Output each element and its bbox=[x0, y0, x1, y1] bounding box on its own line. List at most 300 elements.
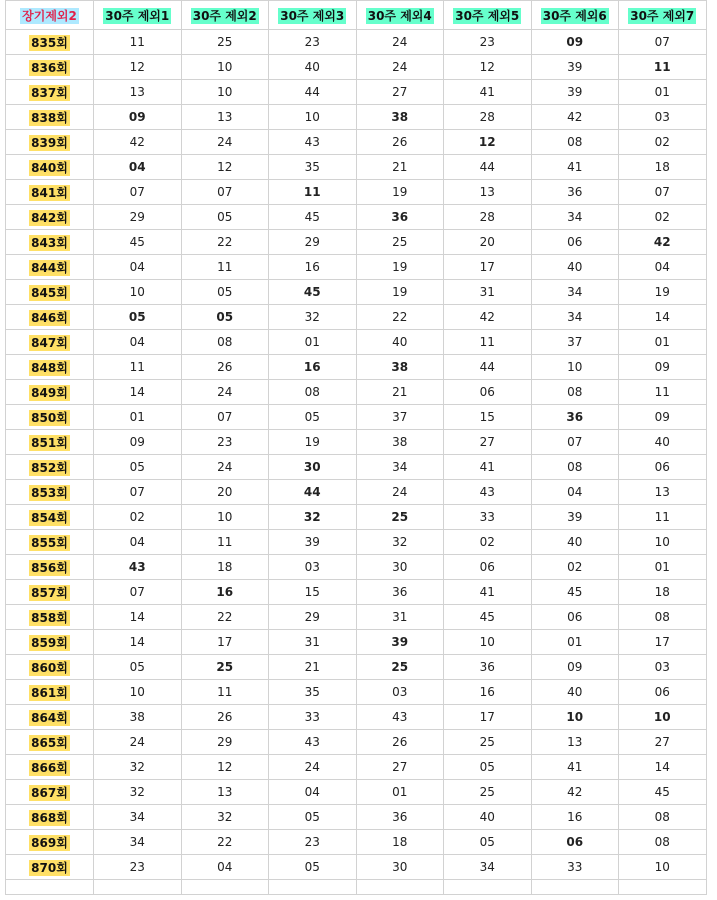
round-cell bbox=[6, 30, 94, 55]
round-cell bbox=[6, 180, 94, 205]
number-cell: 09 bbox=[531, 30, 619, 55]
number-cell: 07 bbox=[619, 30, 707, 55]
number-cell: 29 bbox=[269, 230, 357, 255]
number-cell: 10 bbox=[181, 505, 269, 530]
table-row bbox=[6, 755, 707, 780]
round-cell bbox=[6, 155, 94, 180]
number-cell: 11 bbox=[444, 330, 532, 355]
number-cell: 05 bbox=[181, 280, 269, 305]
number-cell: 01 bbox=[94, 405, 182, 430]
number-cell: 02 bbox=[94, 505, 182, 530]
header-cell bbox=[269, 1, 357, 30]
number-cell: 12 bbox=[444, 55, 532, 80]
round-cell bbox=[6, 680, 94, 705]
number-cell: 45 bbox=[531, 580, 619, 605]
number-cell: 34 bbox=[444, 855, 532, 880]
number-cell: 14 bbox=[94, 605, 182, 630]
number-cell: 23 bbox=[94, 855, 182, 880]
header-cell bbox=[531, 1, 619, 30]
round-cell bbox=[6, 230, 94, 255]
round-label: 835회 bbox=[31, 35, 68, 50]
number-cell: 24 bbox=[181, 380, 269, 405]
table-row bbox=[6, 30, 707, 55]
number-cell: 39 bbox=[531, 80, 619, 105]
round-cell bbox=[6, 430, 94, 455]
number-cell: 09 bbox=[619, 355, 707, 380]
number-cell: 38 bbox=[94, 705, 182, 730]
number-cell: 06 bbox=[531, 605, 619, 630]
number-cell: 25 bbox=[181, 30, 269, 55]
number-cell: 40 bbox=[356, 330, 444, 355]
round-cell bbox=[6, 280, 94, 305]
number-cell: 27 bbox=[444, 430, 532, 455]
number-cell: 37 bbox=[356, 405, 444, 430]
number-cell: 24 bbox=[181, 455, 269, 480]
number-cell: 43 bbox=[94, 555, 182, 580]
number-cell: 07 bbox=[94, 580, 182, 605]
number-cell: 07 bbox=[181, 180, 269, 205]
number-cell: 04 bbox=[94, 255, 182, 280]
round-cell bbox=[6, 605, 94, 630]
round-cell bbox=[6, 55, 94, 80]
number-cell: 32 bbox=[94, 780, 182, 805]
number-cell: 09 bbox=[94, 430, 182, 455]
table-row bbox=[6, 580, 707, 605]
number-cell: 10 bbox=[181, 80, 269, 105]
table-row bbox=[6, 730, 707, 755]
number-cell: 39 bbox=[531, 505, 619, 530]
number-cell: 10 bbox=[94, 680, 182, 705]
round-cell bbox=[6, 355, 94, 380]
number-cell: 16 bbox=[269, 355, 357, 380]
number-cell: 04 bbox=[269, 780, 357, 805]
round-label: 844회 bbox=[31, 260, 68, 275]
number-cell: 13 bbox=[94, 80, 182, 105]
table-row bbox=[6, 155, 707, 180]
number-cell: 03 bbox=[356, 680, 444, 705]
round-cell bbox=[6, 805, 94, 830]
round-cell bbox=[6, 80, 94, 105]
number-cell: 01 bbox=[619, 555, 707, 580]
number-cell: 12 bbox=[181, 755, 269, 780]
round-label: 864회 bbox=[31, 710, 68, 725]
number-cell: 34 bbox=[356, 455, 444, 480]
number-cell: 44 bbox=[269, 480, 357, 505]
table-row bbox=[6, 530, 707, 555]
number-cell: 08 bbox=[531, 380, 619, 405]
round-label: 852회 bbox=[31, 460, 68, 475]
number-cell: 25 bbox=[356, 505, 444, 530]
round-label: 851회 bbox=[31, 435, 68, 450]
number-cell: 07 bbox=[94, 480, 182, 505]
number-cell: 28 bbox=[444, 205, 532, 230]
number-cell: 44 bbox=[444, 355, 532, 380]
round-cell bbox=[6, 255, 94, 280]
table-row bbox=[6, 430, 707, 455]
number-cell: 16 bbox=[444, 680, 532, 705]
round-cell bbox=[6, 105, 94, 130]
number-cell: 40 bbox=[269, 55, 357, 80]
number-cell: 19 bbox=[356, 180, 444, 205]
table-row bbox=[6, 230, 707, 255]
number-cell: 34 bbox=[531, 305, 619, 330]
number-cell: 27 bbox=[356, 80, 444, 105]
number-cell: 08 bbox=[531, 130, 619, 155]
number-cell: 13 bbox=[444, 180, 532, 205]
number-cell: 24 bbox=[269, 755, 357, 780]
table-row bbox=[6, 630, 707, 655]
number-cell: 11 bbox=[269, 180, 357, 205]
number-cell: 08 bbox=[269, 380, 357, 405]
number-cell: 01 bbox=[356, 780, 444, 805]
table-row bbox=[6, 205, 707, 230]
number-cell: 11 bbox=[94, 30, 182, 55]
number-cell: 36 bbox=[531, 180, 619, 205]
number-cell: 38 bbox=[356, 430, 444, 455]
number-cell: 23 bbox=[269, 30, 357, 55]
number-cell: 34 bbox=[94, 830, 182, 855]
number-cell: 01 bbox=[269, 330, 357, 355]
round-cell bbox=[6, 505, 94, 530]
number-cell: 04 bbox=[94, 330, 182, 355]
number-cell: 11 bbox=[619, 55, 707, 80]
number-cell: 45 bbox=[269, 205, 357, 230]
table-row bbox=[6, 855, 707, 880]
round-cell bbox=[6, 205, 94, 230]
empty-cell bbox=[269, 880, 357, 895]
number-cell: 36 bbox=[356, 580, 444, 605]
table-row bbox=[6, 305, 707, 330]
header-cell bbox=[181, 1, 269, 30]
number-cell: 36 bbox=[356, 805, 444, 830]
number-cell: 09 bbox=[619, 405, 707, 430]
header-cell bbox=[444, 1, 532, 30]
number-cell: 33 bbox=[269, 705, 357, 730]
round-cell bbox=[6, 555, 94, 580]
table-row bbox=[6, 55, 707, 80]
round-label: 856회 bbox=[31, 560, 68, 575]
number-cell: 02 bbox=[619, 130, 707, 155]
header-cell bbox=[6, 1, 94, 30]
number-cell: 10 bbox=[531, 705, 619, 730]
table-body bbox=[6, 30, 707, 895]
round-cell bbox=[6, 480, 94, 505]
empty-cell bbox=[356, 880, 444, 895]
number-cell: 21 bbox=[356, 155, 444, 180]
number-cell: 20 bbox=[444, 230, 532, 255]
round-label: 840회 bbox=[31, 160, 68, 175]
number-cell: 31 bbox=[269, 630, 357, 655]
number-cell: 23 bbox=[269, 830, 357, 855]
number-cell: 27 bbox=[356, 755, 444, 780]
number-cell: 32 bbox=[356, 530, 444, 555]
number-cell: 05 bbox=[94, 655, 182, 680]
number-cell: 36 bbox=[444, 655, 532, 680]
table-row bbox=[6, 105, 707, 130]
table-row bbox=[6, 380, 707, 405]
number-cell: 42 bbox=[444, 305, 532, 330]
empty-cell bbox=[94, 880, 182, 895]
number-cell: 42 bbox=[619, 230, 707, 255]
round-label: 837회 bbox=[31, 85, 68, 100]
number-cell: 32 bbox=[181, 805, 269, 830]
number-cell: 23 bbox=[444, 30, 532, 55]
number-cell: 25 bbox=[181, 655, 269, 680]
number-cell: 16 bbox=[269, 255, 357, 280]
number-cell: 17 bbox=[444, 255, 532, 280]
number-cell: 30 bbox=[269, 455, 357, 480]
table-row bbox=[6, 180, 707, 205]
number-cell: 01 bbox=[619, 330, 707, 355]
header-cell bbox=[94, 1, 182, 30]
number-cell: 43 bbox=[444, 480, 532, 505]
round-label: 861회 bbox=[31, 685, 68, 700]
round-cell bbox=[6, 455, 94, 480]
number-cell: 40 bbox=[444, 805, 532, 830]
number-cell: 33 bbox=[531, 855, 619, 880]
number-cell: 05 bbox=[269, 405, 357, 430]
number-cell: 07 bbox=[94, 180, 182, 205]
number-cell: 40 bbox=[531, 255, 619, 280]
number-cell: 05 bbox=[444, 830, 532, 855]
round-label: 857회 bbox=[31, 585, 68, 600]
round-label: 842회 bbox=[31, 210, 68, 225]
number-cell: 08 bbox=[619, 830, 707, 855]
round-label: 850회 bbox=[31, 410, 68, 425]
number-cell: 15 bbox=[444, 405, 532, 430]
number-cell: 35 bbox=[269, 155, 357, 180]
number-cell: 45 bbox=[444, 605, 532, 630]
number-cell: 01 bbox=[531, 630, 619, 655]
round-label: 858회 bbox=[31, 610, 68, 625]
number-cell: 41 bbox=[444, 580, 532, 605]
number-cell: 33 bbox=[444, 505, 532, 530]
number-cell: 29 bbox=[269, 605, 357, 630]
number-cell: 01 bbox=[619, 80, 707, 105]
number-cell: 22 bbox=[356, 305, 444, 330]
table-row-empty bbox=[6, 880, 707, 895]
number-cell: 26 bbox=[356, 730, 444, 755]
table-row bbox=[6, 480, 707, 505]
table-row bbox=[6, 130, 707, 155]
round-label: 843회 bbox=[31, 235, 68, 250]
number-cell: 05 bbox=[94, 305, 182, 330]
number-cell: 29 bbox=[94, 205, 182, 230]
number-cell: 05 bbox=[94, 455, 182, 480]
header-row bbox=[6, 1, 707, 30]
number-cell: 44 bbox=[269, 80, 357, 105]
round-cell bbox=[6, 405, 94, 430]
number-cell: 11 bbox=[181, 680, 269, 705]
number-cell: 25 bbox=[444, 730, 532, 755]
number-cell: 10 bbox=[619, 530, 707, 555]
round-label: 865회 bbox=[31, 735, 68, 750]
table-row bbox=[6, 705, 707, 730]
number-cell: 30 bbox=[356, 555, 444, 580]
round-cell bbox=[6, 655, 94, 680]
number-cell: 11 bbox=[94, 355, 182, 380]
number-cell: 11 bbox=[619, 380, 707, 405]
header-cell bbox=[356, 1, 444, 30]
number-cell: 10 bbox=[444, 630, 532, 655]
table-row bbox=[6, 505, 707, 530]
round-label: 841회 bbox=[31, 185, 68, 200]
number-cell: 42 bbox=[531, 780, 619, 805]
number-cell: 05 bbox=[269, 855, 357, 880]
round-label: 838회 bbox=[31, 110, 68, 125]
round-cell bbox=[6, 530, 94, 555]
table-row bbox=[6, 280, 707, 305]
number-cell: 38 bbox=[356, 105, 444, 130]
number-cell: 38 bbox=[356, 355, 444, 380]
number-cell: 08 bbox=[181, 330, 269, 355]
table-row bbox=[6, 830, 707, 855]
round-label: 854회 bbox=[31, 510, 68, 525]
round-label: 853회 bbox=[31, 485, 68, 500]
number-cell: 19 bbox=[619, 280, 707, 305]
round-cell bbox=[6, 630, 94, 655]
number-cell: 05 bbox=[181, 205, 269, 230]
number-cell: 06 bbox=[444, 555, 532, 580]
number-cell: 03 bbox=[619, 105, 707, 130]
round-label: 860회 bbox=[31, 660, 68, 675]
number-cell: 42 bbox=[531, 105, 619, 130]
number-cell: 32 bbox=[269, 305, 357, 330]
round-label: 859회 bbox=[31, 635, 68, 650]
round-cell bbox=[6, 830, 94, 855]
table-row bbox=[6, 355, 707, 380]
table-row bbox=[6, 555, 707, 580]
number-cell: 28 bbox=[444, 105, 532, 130]
number-cell: 40 bbox=[531, 680, 619, 705]
empty-cell bbox=[619, 880, 707, 895]
number-cell: 22 bbox=[181, 830, 269, 855]
header-label: 30주 제외3 bbox=[280, 8, 345, 23]
round-cell bbox=[6, 705, 94, 730]
empty-cell bbox=[181, 880, 269, 895]
number-cell: 19 bbox=[269, 430, 357, 455]
number-cell: 43 bbox=[356, 705, 444, 730]
round-label: 847회 bbox=[31, 335, 68, 350]
number-cell: 10 bbox=[269, 105, 357, 130]
number-cell: 19 bbox=[356, 280, 444, 305]
number-cell: 31 bbox=[444, 280, 532, 305]
number-cell: 26 bbox=[356, 130, 444, 155]
number-cell: 06 bbox=[531, 230, 619, 255]
header-cell bbox=[619, 1, 707, 30]
number-cell: 04 bbox=[619, 255, 707, 280]
number-cell: 08 bbox=[619, 805, 707, 830]
number-cell: 20 bbox=[181, 480, 269, 505]
header-label: 30주 제외2 bbox=[192, 8, 257, 23]
round-cell bbox=[6, 755, 94, 780]
number-cell: 04 bbox=[531, 480, 619, 505]
number-cell: 04 bbox=[181, 855, 269, 880]
table-row bbox=[6, 605, 707, 630]
round-label: 867회 bbox=[31, 785, 68, 800]
round-label: 855회 bbox=[31, 535, 68, 550]
number-cell: 18 bbox=[619, 155, 707, 180]
number-cell: 23 bbox=[181, 430, 269, 455]
number-cell: 39 bbox=[356, 630, 444, 655]
number-cell: 13 bbox=[181, 780, 269, 805]
number-cell: 41 bbox=[444, 80, 532, 105]
number-cell: 19 bbox=[356, 255, 444, 280]
number-cell: 06 bbox=[619, 455, 707, 480]
number-cell: 35 bbox=[269, 680, 357, 705]
exclusion-table bbox=[5, 0, 707, 895]
number-cell: 25 bbox=[356, 655, 444, 680]
number-cell: 29 bbox=[181, 730, 269, 755]
number-cell: 45 bbox=[269, 280, 357, 305]
number-cell: 21 bbox=[356, 380, 444, 405]
number-cell: 34 bbox=[531, 280, 619, 305]
number-cell: 44 bbox=[444, 155, 532, 180]
header-label: 30주 제외7 bbox=[630, 8, 695, 23]
number-cell: 03 bbox=[619, 655, 707, 680]
number-cell: 13 bbox=[619, 480, 707, 505]
header-label: 30주 제외4 bbox=[367, 8, 432, 23]
number-cell: 32 bbox=[94, 755, 182, 780]
round-label: 848회 bbox=[31, 360, 68, 375]
round-label: 849회 bbox=[31, 385, 68, 400]
header-label: 30주 제외5 bbox=[455, 8, 520, 23]
number-cell: 03 bbox=[269, 555, 357, 580]
number-cell: 45 bbox=[94, 230, 182, 255]
round-label: 868회 bbox=[31, 810, 68, 825]
number-cell: 31 bbox=[356, 605, 444, 630]
number-cell: 24 bbox=[356, 55, 444, 80]
number-cell: 34 bbox=[531, 205, 619, 230]
number-cell: 36 bbox=[356, 205, 444, 230]
number-cell: 39 bbox=[269, 530, 357, 555]
number-cell: 42 bbox=[94, 130, 182, 155]
number-cell: 06 bbox=[444, 380, 532, 405]
number-cell: 30 bbox=[356, 855, 444, 880]
number-cell: 41 bbox=[531, 755, 619, 780]
number-cell: 40 bbox=[531, 530, 619, 555]
header-label: 30주 제외1 bbox=[105, 8, 170, 23]
number-cell: 24 bbox=[356, 480, 444, 505]
number-cell: 27 bbox=[619, 730, 707, 755]
round-cell bbox=[6, 580, 94, 605]
number-cell: 02 bbox=[531, 555, 619, 580]
number-cell: 41 bbox=[444, 455, 532, 480]
table-row bbox=[6, 80, 707, 105]
round-label: 845회 bbox=[31, 285, 68, 300]
number-cell: 13 bbox=[531, 730, 619, 755]
round-label: 866회 bbox=[31, 760, 68, 775]
round-label: 836회 bbox=[31, 60, 68, 75]
number-cell: 21 bbox=[269, 655, 357, 680]
number-cell: 43 bbox=[269, 730, 357, 755]
number-cell: 04 bbox=[94, 155, 182, 180]
number-cell: 07 bbox=[181, 405, 269, 430]
number-cell: 07 bbox=[531, 430, 619, 455]
table-row bbox=[6, 780, 707, 805]
number-cell: 05 bbox=[269, 805, 357, 830]
round-label: 869회 bbox=[31, 835, 68, 850]
number-cell: 17 bbox=[181, 630, 269, 655]
number-cell: 26 bbox=[181, 705, 269, 730]
number-cell: 09 bbox=[531, 655, 619, 680]
number-cell: 13 bbox=[181, 105, 269, 130]
table-row bbox=[6, 455, 707, 480]
number-cell: 02 bbox=[444, 530, 532, 555]
number-cell: 24 bbox=[181, 130, 269, 155]
number-cell: 14 bbox=[619, 755, 707, 780]
number-cell: 06 bbox=[531, 830, 619, 855]
